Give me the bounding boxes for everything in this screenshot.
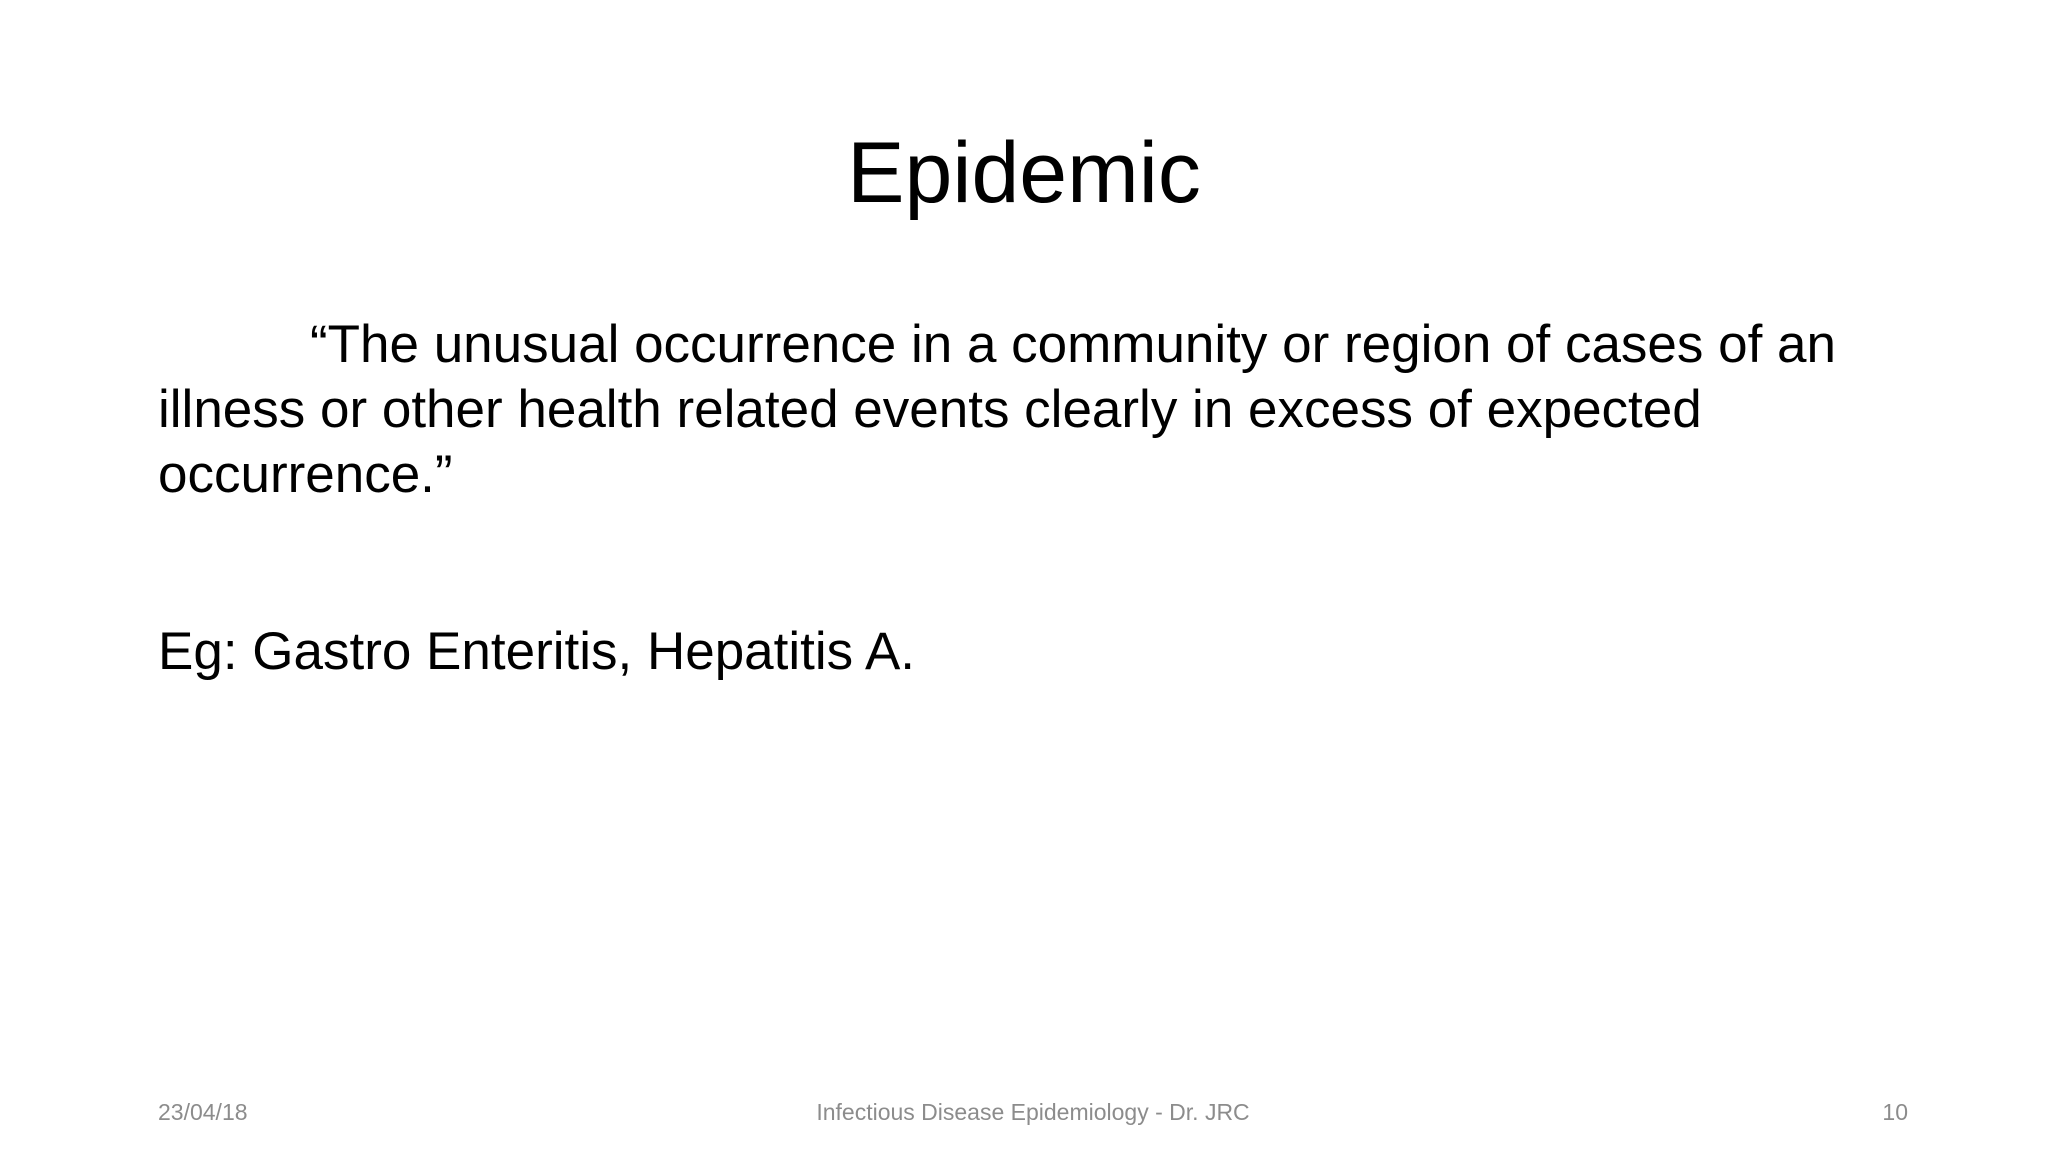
definition-text: “The unusual occurrence in a community or region of cases of an illness or other health related events clearly in excess of expected occurrence.” <box>158 315 1837 504</box>
slide-number: 10 <box>1882 1099 1908 1125</box>
footer-date: 23/04/18 <box>158 1099 248 1125</box>
example-text: Eg: Gastro Enteritis, Hepatitis A. <box>158 622 916 681</box>
footer-title: Infectious Disease Epidemiology - Dr. JRC <box>816 1099 1250 1125</box>
slide-title: Epidemic <box>847 125 1201 221</box>
slide-body <box>158 312 1918 684</box>
